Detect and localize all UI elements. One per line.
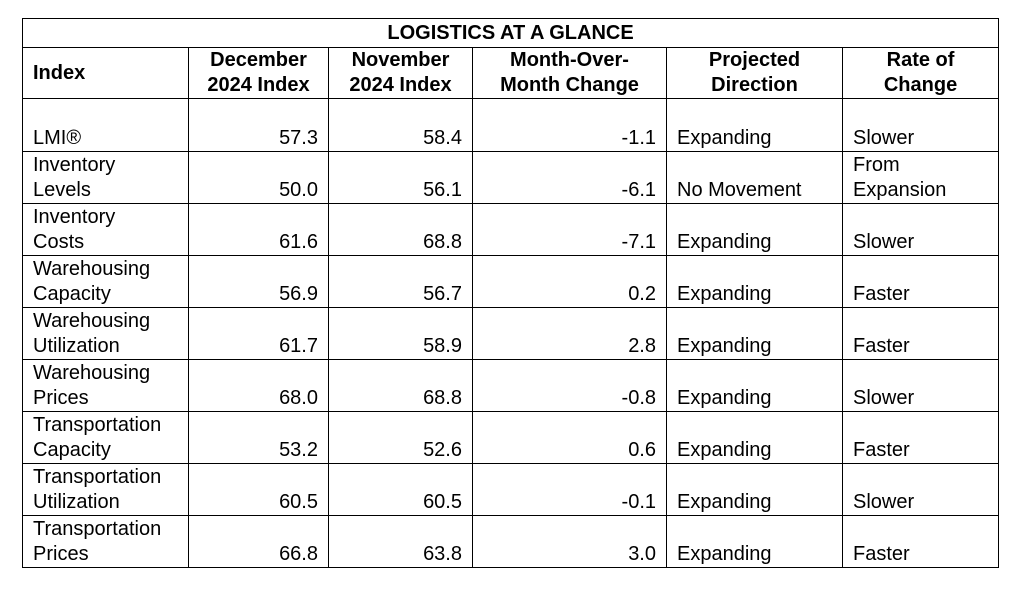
table-row xyxy=(23,360,999,412)
index-name-cell-text: Capacity xyxy=(33,283,111,305)
index-name-cell-text: Transportation xyxy=(33,466,162,488)
november-value-cell xyxy=(329,99,473,152)
rate-of-change-cell xyxy=(843,516,999,568)
column-header-line: Month Change xyxy=(500,74,639,96)
table-row xyxy=(23,464,999,516)
december-value-cell xyxy=(189,204,329,256)
month-change-cell xyxy=(473,360,667,412)
month-change-cell-text: -7.1 xyxy=(621,231,656,253)
index-name-cell xyxy=(23,256,189,308)
december-value-cell xyxy=(189,256,329,308)
month-change-cell xyxy=(473,516,667,568)
index-name-cell xyxy=(23,516,189,568)
logistics-table-container xyxy=(22,18,998,568)
index-name-cell-text: Costs xyxy=(33,231,85,253)
rate-of-change-cell-text: Faster xyxy=(853,439,910,461)
projected-direction-cell xyxy=(667,360,843,412)
november-value-cell-text: 58.9 xyxy=(423,335,462,357)
december-value-cell xyxy=(189,360,329,412)
column-header-index-label: Index xyxy=(33,61,86,84)
december-value-cell-text: 61.6 xyxy=(279,231,318,253)
projected-direction-cell xyxy=(667,99,843,152)
index-name-cell xyxy=(23,152,189,204)
december-value-cell-text: 60.5 xyxy=(279,491,318,513)
table-title: LOGISTICS AT A GLANCE xyxy=(23,19,999,48)
december-value-cell xyxy=(189,99,329,152)
index-name-cell-text: Inventory xyxy=(33,206,116,228)
index-name-cell-text: Transportation xyxy=(33,414,162,436)
projected-direction-cell xyxy=(667,464,843,516)
rate-of-change-cell-text: Faster xyxy=(853,543,910,565)
projected-direction-cell-text: Expanding xyxy=(677,387,772,409)
projected-direction-cell-text: Expanding xyxy=(677,439,772,461)
table-row xyxy=(23,204,999,256)
index-name-cell-text: Utilization xyxy=(33,335,120,357)
november-value-cell-text: 52.6 xyxy=(423,439,462,461)
table-row xyxy=(23,152,999,204)
november-value-cell xyxy=(329,204,473,256)
column-header-line: November xyxy=(351,49,450,71)
column-header-line: 2024 Index xyxy=(207,74,310,96)
projected-direction-cell-text: Expanding xyxy=(677,491,772,513)
table-row xyxy=(23,412,999,464)
column-header-month-over-month xyxy=(473,48,667,99)
projected-direction-cell-text: Expanding xyxy=(677,127,772,149)
projected-direction-cell-text: Expanding xyxy=(677,283,772,305)
november-value-cell xyxy=(329,152,473,204)
rate-of-change-cell xyxy=(843,99,999,152)
column-header-line: Direction xyxy=(711,74,798,96)
rate-of-change-cell xyxy=(843,204,999,256)
november-value-cell xyxy=(329,256,473,308)
november-value-cell-text: 68.8 xyxy=(423,231,462,253)
december-value-cell xyxy=(189,464,329,516)
projected-direction-cell xyxy=(667,412,843,464)
column-header-line: Rate of xyxy=(886,49,955,71)
november-value-cell xyxy=(329,360,473,412)
december-value-cell xyxy=(189,412,329,464)
table-body xyxy=(23,99,999,568)
index-name-cell xyxy=(23,99,189,152)
column-header-line: Change xyxy=(883,74,958,96)
month-change-cell xyxy=(473,412,667,464)
index-name-cell-text: Inventory xyxy=(33,154,116,176)
projected-direction-cell-text: No Movement xyxy=(677,179,802,201)
rate-of-change-cell-text: From xyxy=(853,154,900,176)
month-change-cell xyxy=(473,152,667,204)
rate-of-change-cell-text: Slower xyxy=(853,231,915,253)
projected-direction-cell xyxy=(667,516,843,568)
column-header-line: Month-Over- xyxy=(510,49,629,71)
table-title-row xyxy=(23,19,999,48)
index-name-cell-text: Warehousing xyxy=(33,258,151,280)
rate-of-change-cell-text: Slower xyxy=(853,491,915,513)
projected-direction-cell xyxy=(667,204,843,256)
index-name-cell xyxy=(23,464,189,516)
index-name-cell-text: LMI® xyxy=(33,127,82,149)
table-row xyxy=(23,256,999,308)
column-header-line: 2024 Index xyxy=(349,74,452,96)
december-value-cell-text: 66.8 xyxy=(279,543,318,565)
index-name-cell-text: Warehousing xyxy=(33,362,151,384)
rate-of-change-cell-text: Slower xyxy=(853,127,915,149)
rate-of-change-cell-text: Faster xyxy=(853,283,910,305)
month-change-cell-text: 0.2 xyxy=(628,283,656,305)
projected-direction-cell-text: Expanding xyxy=(677,543,772,565)
index-name-cell xyxy=(23,308,189,360)
projected-direction-cell xyxy=(667,308,843,360)
month-change-cell xyxy=(473,464,667,516)
month-change-cell-text: 2.8 xyxy=(628,335,656,357)
month-change-cell xyxy=(473,204,667,256)
index-name-cell-text: Prices xyxy=(33,543,89,565)
month-change-cell-text: -0.8 xyxy=(621,387,656,409)
november-value-cell-text: 68.8 xyxy=(423,387,462,409)
december-value-cell-text: 57.3 xyxy=(279,127,318,149)
december-value-cell xyxy=(189,516,329,568)
december-value-cell-text: 56.9 xyxy=(279,283,318,305)
table-row xyxy=(23,99,999,152)
month-change-cell-text: -6.1 xyxy=(621,179,656,201)
rate-of-change-cell-text: Slower xyxy=(853,387,915,409)
projected-direction-cell xyxy=(667,256,843,308)
index-name-cell xyxy=(23,412,189,464)
index-name-cell-text: Warehousing xyxy=(33,310,151,332)
column-header-november xyxy=(329,48,473,99)
table-row xyxy=(23,516,999,568)
index-name-cell xyxy=(23,360,189,412)
column-header-row xyxy=(23,48,999,99)
index-name-cell-text: Utilization xyxy=(33,491,120,513)
rate-of-change-cell xyxy=(843,152,999,204)
month-change-cell-text: 0.6 xyxy=(628,439,656,461)
december-value-cell-text: 50.0 xyxy=(279,179,318,201)
index-name-cell-text: Levels xyxy=(33,179,91,201)
november-value-cell-text: 56.7 xyxy=(423,283,462,305)
projected-direction-cell-text: Expanding xyxy=(677,335,772,357)
projected-direction-cell-text: Expanding xyxy=(677,231,772,253)
projected-direction-cell xyxy=(667,152,843,204)
table-row xyxy=(23,308,999,360)
december-value-cell xyxy=(189,308,329,360)
rate-of-change-cell xyxy=(843,360,999,412)
november-value-cell-text: 63.8 xyxy=(423,543,462,565)
index-name-cell-text: Capacity xyxy=(33,439,111,461)
column-header-projected-direction xyxy=(667,48,843,99)
rate-of-change-cell xyxy=(843,256,999,308)
december-value-cell-text: 61.7 xyxy=(279,335,318,357)
column-header-index xyxy=(23,48,189,99)
rate-of-change-cell-text: Expansion xyxy=(853,179,947,201)
month-change-cell-text: -1.1 xyxy=(621,127,656,149)
december-value-cell xyxy=(189,152,329,204)
rate-of-change-cell xyxy=(843,464,999,516)
rate-of-change-cell-text: Faster xyxy=(853,335,910,357)
november-value-cell-text: 56.1 xyxy=(423,179,462,201)
november-value-cell xyxy=(329,308,473,360)
december-value-cell-text: 53.2 xyxy=(279,439,318,461)
month-change-cell xyxy=(473,99,667,152)
rate-of-change-cell xyxy=(843,412,999,464)
index-name-cell-text: Prices xyxy=(33,387,89,409)
december-value-cell-text: 68.0 xyxy=(279,387,318,409)
column-header-rate-of-change xyxy=(843,48,999,99)
month-change-cell xyxy=(473,308,667,360)
month-change-cell-text: -0.1 xyxy=(621,491,656,513)
rate-of-change-cell xyxy=(843,308,999,360)
index-name-cell-text: Transportation xyxy=(33,518,162,540)
november-value-cell xyxy=(329,464,473,516)
logistics-at-a-glance-table xyxy=(22,18,999,568)
november-value-cell-text: 60.5 xyxy=(423,491,462,513)
column-header-december xyxy=(189,48,329,99)
index-name-cell xyxy=(23,204,189,256)
column-header-line: December xyxy=(210,49,307,71)
month-change-cell-text: 3.0 xyxy=(628,543,656,565)
column-header-line: Projected xyxy=(708,49,801,71)
november-value-cell xyxy=(329,516,473,568)
november-value-cell-text: 58.4 xyxy=(423,127,462,149)
month-change-cell xyxy=(473,256,667,308)
november-value-cell xyxy=(329,412,473,464)
